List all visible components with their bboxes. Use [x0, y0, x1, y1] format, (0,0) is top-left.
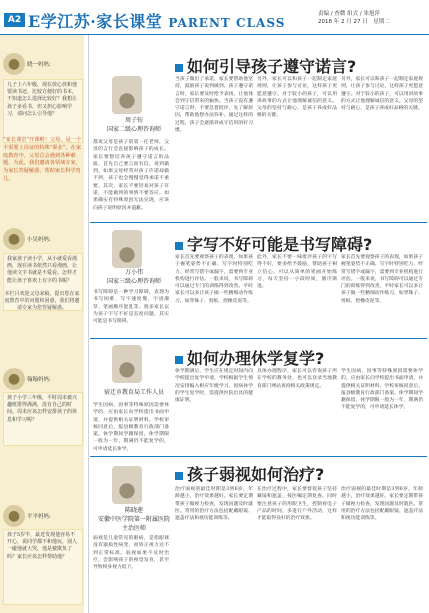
person-icon: ● — [118, 477, 136, 501]
expert-name: 周子钰 — [124, 117, 143, 124]
parent-avatar — [3, 53, 25, 75]
person-icon: ● — [118, 356, 136, 380]
expert-title: 国家三级心理咨询师 — [106, 278, 161, 285]
expert-title: 国家二级心理咨询师 — [106, 126, 161, 133]
expert-name: 宿迁市教育局工作人员 — [103, 389, 164, 396]
section-divider — [90, 222, 427, 223]
article-body-col1: 都说父母是孩子的第一任老师，父母的言行会直接影响孩子的成长。家长要想培养孩子遵守诺言的品质，首先自己要言而有信，说到做到。如果父母经常对孩子许诺却做不到，孩子也会慢慢觉得承诺不重要。其次，家长不要轻易对孩子许诺，不能做到的事情不要答应。如果确实有特殊原因无法兑现，应该向孩子说明原因并道歉。 — [93, 140, 169, 211]
question-text: 我家孩子读小学，从小就爱看漫画，现在读书依然只看漫画，让他读文字书就是不爱看。怎样才能让孩子喜欢上有字的书呢？ — [7, 256, 78, 284]
section-title-en: PARENT CLASS — [168, 16, 286, 30]
article-body-col1: 弱视是儿童常见的眼病，是指眼球没有器质性病变，而矫正视力达不到正常标准。弱视如果不及时治疗，会影响孩子的视觉发育，甚至导致终身视力低下。 — [93, 536, 169, 571]
question-header — [3, 53, 51, 75]
expert-photo — [112, 345, 142, 383]
column-intro — [3, 137, 81, 205]
header-meta — [318, 10, 428, 26]
article-title: 如何办理休学复学? — [175, 346, 324, 369]
expert-byline — [97, 388, 171, 397]
question-box — [3, 79, 83, 143]
article-title: 字写不好可能是书写障碍? — [175, 232, 372, 255]
question-header — [3, 228, 51, 250]
question-header — [3, 505, 51, 527]
editor-line: 责编 / 查微 组式 / 朱旭萍 — [318, 11, 380, 17]
expert-photo — [112, 76, 142, 114]
article-body-col3: 另外，家长可以和孩子一起制定家庭规则，让孩子参与讨论，这样孩子更愿意遵守。对于较小的孩子，可以用讲故事的方式让他理解诚信的意义。父母的坚持与耐心，是孩子养成好品格的关键。 — [257, 77, 337, 119]
question-text: 孩子小学三年级，平时周末被兴趣班排得满满，没有自己的时间。周末应该怎样安排孩子的休息和学习呢？ — [7, 395, 78, 423]
question-sidebar — [0, 35, 84, 613]
parent-avatar — [3, 228, 25, 250]
article-body-col3: 在治疗过程中，家长要督促孩子坚持戴镜和遮盖，按医嘱定期复查。同时要注意孩子的用眼卫生，控制看电子产品的时间，多进行户外活动，这样才能取得良好的治疗效果。 — [257, 487, 337, 522]
date-line: 2018 年 2 月 27 日 星期二 — [318, 19, 390, 25]
question-text: 孩子5岁半，最近发现他容易不开心，说同学都不和他玩，别人一碰他就大哭，他是被欺负了吗？家长应该怎样帮助他？ — [7, 532, 78, 560]
asker-name: 小吴妈妈: — [27, 237, 51, 243]
expert-photo — [112, 230, 142, 268]
expert-name: 陈晓莲 — [124, 507, 143, 514]
expert-byline — [97, 268, 171, 286]
article-body-col2: 当孩子做出了承诺，家长要帮助他坚持，鼓励孩子说到做到。孩子遵守诺言时，家长要及时给予表扬，让他体会到守信带来的愉快。当孩子没有遵守诺言时，不要急着批评，先了解原因，帮助他想办法弥补。通过这样的过程，孩子会逐渐养成守信用的好习惯。 — [175, 77, 253, 134]
question-box — [3, 392, 83, 446]
question-text: 儿子上六年级，现在放心放和他要读书还，比较方便好的书本，不知道怎么选择比较好？我想让孩子多看书，但又担心影响学习，请问怎么引导他？ — [7, 82, 78, 117]
article-body-col2: 治疗弱视的最佳时期是3到6岁，年龄越小，治疗效果越好。家长要定期带孩子做视力检查，发现问题及时就医。常用的治疗方法包括配戴眼镜、遮盖疗法和视功能训练等。 — [175, 487, 253, 522]
article-body-col4: 另外，家长可以和孩子一起制定家庭规则，让孩子参与讨论，这样孩子更愿意遵守。对于较小的孩子，可以用讲故事的方式让他理解诚信的意义。父母的坚持与耐心，是孩子养成好品格的关键。 — [341, 77, 423, 112]
expert-byline — [97, 506, 171, 533]
person-icon: ● — [118, 241, 136, 265]
question-box — [3, 529, 83, 605]
person-icon: ● — [7, 231, 21, 247]
article-body-col2: 家长首先要观察孩子的表现，如果孩子握笔姿势不正确、写字时特别吃力、经常写错字或漏字，需要到专业机构进行评估。一般来说，书写障碍可以通过专门的训练得到改善。平时家长可以多让孩子做一些精细动作练习，如穿珠子、剪纸、捏橡皮泥等。 — [175, 255, 253, 304]
asker-name: 翰翰妈妈: — [27, 377, 51, 383]
submission-note — [4, 291, 80, 313]
article-body-col2: 休学期满后，学生应在规定时间内向学校提出复学申请，学校根据学生情况安排编入相应年级学习。因病休学的学生复学时，需提供医院出具的健康证明。 — [175, 369, 253, 404]
expert-byline — [97, 116, 171, 134]
expert-name: 万小伟 — [124, 269, 143, 276]
section-title-cn: E学江苏·家长课堂 — [28, 12, 163, 31]
person-icon: ● — [7, 508, 21, 524]
article-body-col1: 书写障碍是一种学习障碍，表现为书写困难、写字速度慢、字迹潦草、笔画顺序混乱等。很多家长以为孩子字写不好是态度问题，其实可能是书写障碍。 — [93, 290, 169, 325]
article-body-col3: 此外，家长不要一味批评孩子的字写得不好，要多给予鼓励，帮助孩子树立信心。可以从简单的笔画开始练习，每天坚持一小段时间，循序渐进。 — [257, 255, 337, 290]
article-title: 如何引导孩子遵守诺言? — [175, 54, 356, 77]
expert-title: 安徽中医学院第一附属医院主治医师 — [97, 516, 170, 532]
column-rule — [88, 35, 89, 613]
question-header — [3, 368, 51, 390]
section-title — [28, 9, 285, 32]
person-icon: ● — [7, 371, 21, 387]
section-divider — [90, 456, 427, 457]
column-intro-text: “家长课堂”开课啦！父母，是一个不需要上岗证的特殊“职业”。在家庭教育中，父母总会遇到各种难题。为此，我们邀请各领域专家，为家长答疑解惑，帮助家长科学育儿。 — [3, 137, 82, 182]
article-title: 孩子弱视如何治疗? — [175, 462, 324, 485]
asker-name: 平平妈妈: — [27, 514, 51, 520]
person-icon: ● — [7, 56, 21, 72]
parent-avatar — [3, 505, 25, 527]
article-body-col3: 具体办理程序，家长可以咨询孩子所在学校的教务处，也可以登录当地教育部门网站查询相关政策规定。 — [257, 369, 337, 389]
article-body-col4: 治疗弱视的最佳时期是3到6岁，年龄越小，治疗效果越好。家长要定期带孩子做视力检查，发现问题及时就医。常用的治疗方法包括配戴眼镜、遮盖疗法和视功能训练等。 — [341, 487, 423, 522]
article-body-col4: 学生因病、因事等特殊原因需要休学的，应由家长向学校提出书面申请，并提供相关证明材料。学校审核同意后，报县级教育行政部门备案。休学期间学籍保留，休学期限一般为一年，期满仍不能复学的，可申请延长休学。 — [341, 369, 423, 411]
page-header — [0, 0, 429, 35]
page-number-tag: A2 — [4, 13, 25, 27]
expert-photo — [112, 466, 142, 504]
asker-name: 晓一妈妈: — [27, 62, 51, 68]
parent-avatar — [3, 368, 25, 390]
submission-note-text: 本栏目欢迎父母来稿，提出您在家庭教育中的问题和困惑，我们将邀请专家为您答疑解惑。 — [4, 291, 80, 312]
person-icon: ● — [118, 87, 136, 111]
section-divider — [90, 338, 427, 339]
article-body-col4: 家长首先要观察孩子的表现，如果孩子握笔姿势不正确、写字时特别吃力、经常写错字或漏字，需要到专业机构进行评估。一般来说，书写障碍可以通过专门的训练得到改善。平时家长可以多让孩子做一些精细动作练习，如穿珠子、剪纸、捏橡皮泥等。 — [341, 255, 423, 304]
article-body-col1: 学生因病、因事等特殊原因需要休学的，应由家长向学校提出书面申请，并提供相关证明材料。学校审核同意后，报县级教育行政部门备案。休学期间学籍保留，休学期限一般为一年，期满仍不能复学的，可申请延长休学。 — [93, 403, 169, 452]
